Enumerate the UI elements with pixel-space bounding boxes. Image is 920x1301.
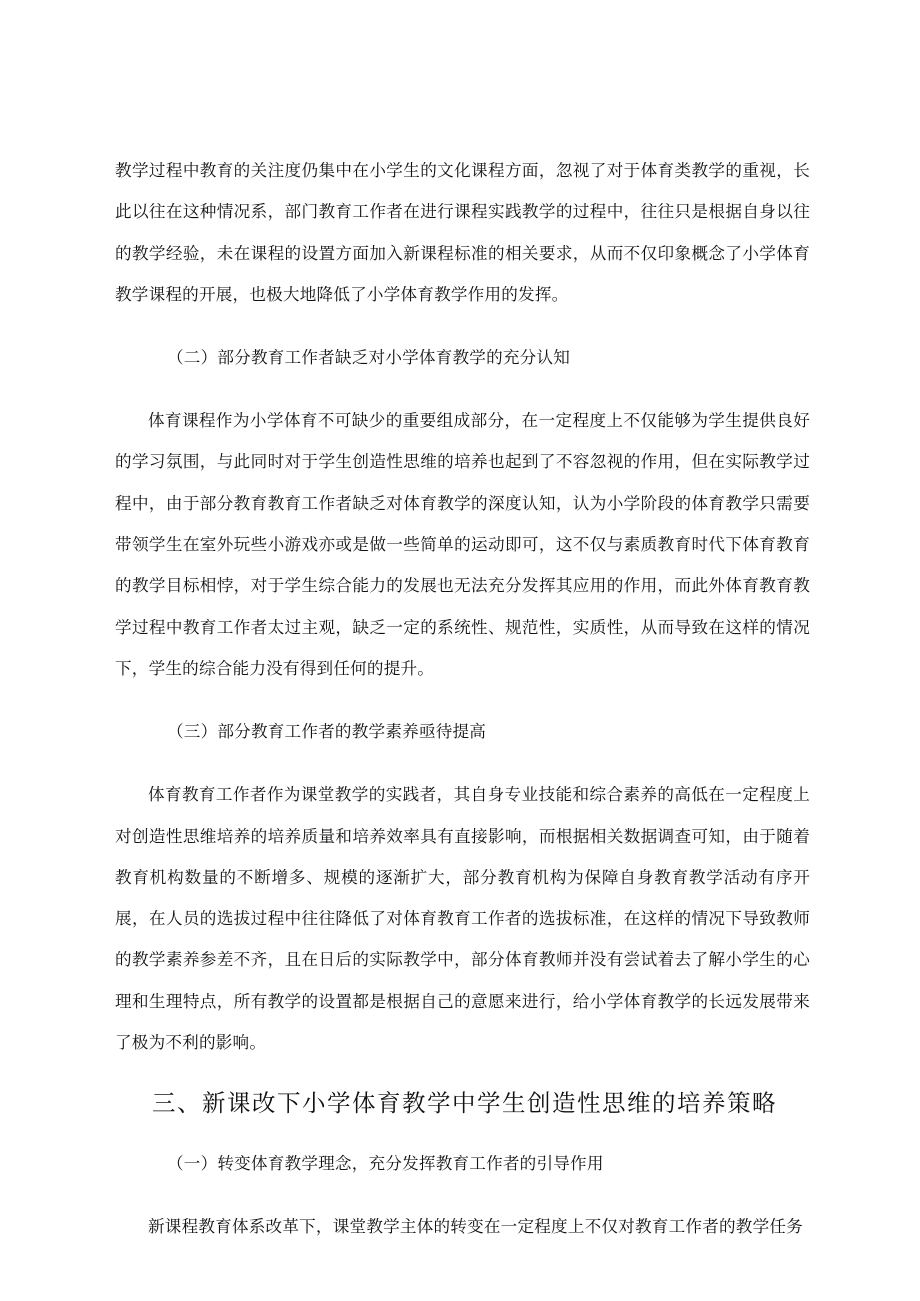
subsection-heading-3-1: （一）转变体育教学理念，充分发挥教育工作者的引导作用 — [167, 1154, 604, 1174]
spacer — [115, 689, 810, 711]
spacer — [115, 378, 810, 400]
subsection-heading-3: （三）部分教育工作者的教学素养亟待提高 — [167, 722, 487, 742]
paragraph-2: 体育课程作为小学体育不可缺少的重要组成部分，在一定程度上不仅能够为学生提供良好的学习氛围，与此同时对于学生创造性思维的培养也起到了不容忽视的作用，但在实际教学过程中，由于部分教育教育工作者缺乏对体育教学的深度认知，认为小学阶段的体育教学只需要带领学生在室外玩些小游戏亦或是做一些简单的运动即可，这不仅与素质教育时代下体育教育的教学目标相悖，对于学生综合能力的发展也无法充分发挥其应用的作用，而此外体育教育教学过程中教育工作者太过主观，缺乏一定的系统性、规范性，实质性，从而导致在这样的情况下，学生的综合能力没有得到任何的提升。 — [115, 411, 810, 678]
document-page — [115, 150, 810, 1248]
paragraph-3: 体育教育工作者作为课堂教学的实践者，其自身专业技能和综合素养的高低在一定程度上对创造性思维培养的培养质量和培养效率具有直接影响，而根据相关数据调查可知，由于随着教育机构数量的不断增多、规模的逐渐扩大，部分教育机构为保障自身教育教学活动有序开展，在人员的选拔过程中往往降低了对体育教育工作者的选拔标准，在这样的情况下导致教师的教学素养参差不齐，且在日后的实际教学中，部分体育教师并没有尝试着去了解小学生的心理和生理特点，所有教学的设置都是根据自己的意愿来进行，给小学体育教学的长远发展带来了极为不利的影响。 — [115, 785, 810, 1053]
subsection-heading-2: （二）部分教育工作者缺乏对小学体育教学的充分认知 — [167, 348, 571, 368]
paragraph-4: 新课程教育体系改革下，课堂教学主体的转变在一定程度上不仅对教育工作者的教学任务 — [148, 1217, 803, 1237]
spacer — [115, 1123, 810, 1143]
spacer — [115, 315, 810, 337]
section-heading-3: 三、新课改下小学体育教学中学生创造性思维的培养策略 — [152, 1089, 777, 1118]
spacer — [115, 752, 810, 774]
spacer — [115, 1063, 810, 1083]
spacer — [115, 1184, 810, 1206]
paragraph-continuation: 教学过程中教育的关注度仍集中在小学生的文化课程方面，忽视了对于体育类教学的重视，长此以往在这种情况系，部门教育工作者在进行课程实践教学的过程中，往往只是根据自身以往的教学经验，未在课程的设置方面加入新课程标准的相关要求，从而不仅印象概念了小学体育教学课程的开展，也极大地降低了小学体育教学作用的发挥。 — [115, 161, 810, 304]
